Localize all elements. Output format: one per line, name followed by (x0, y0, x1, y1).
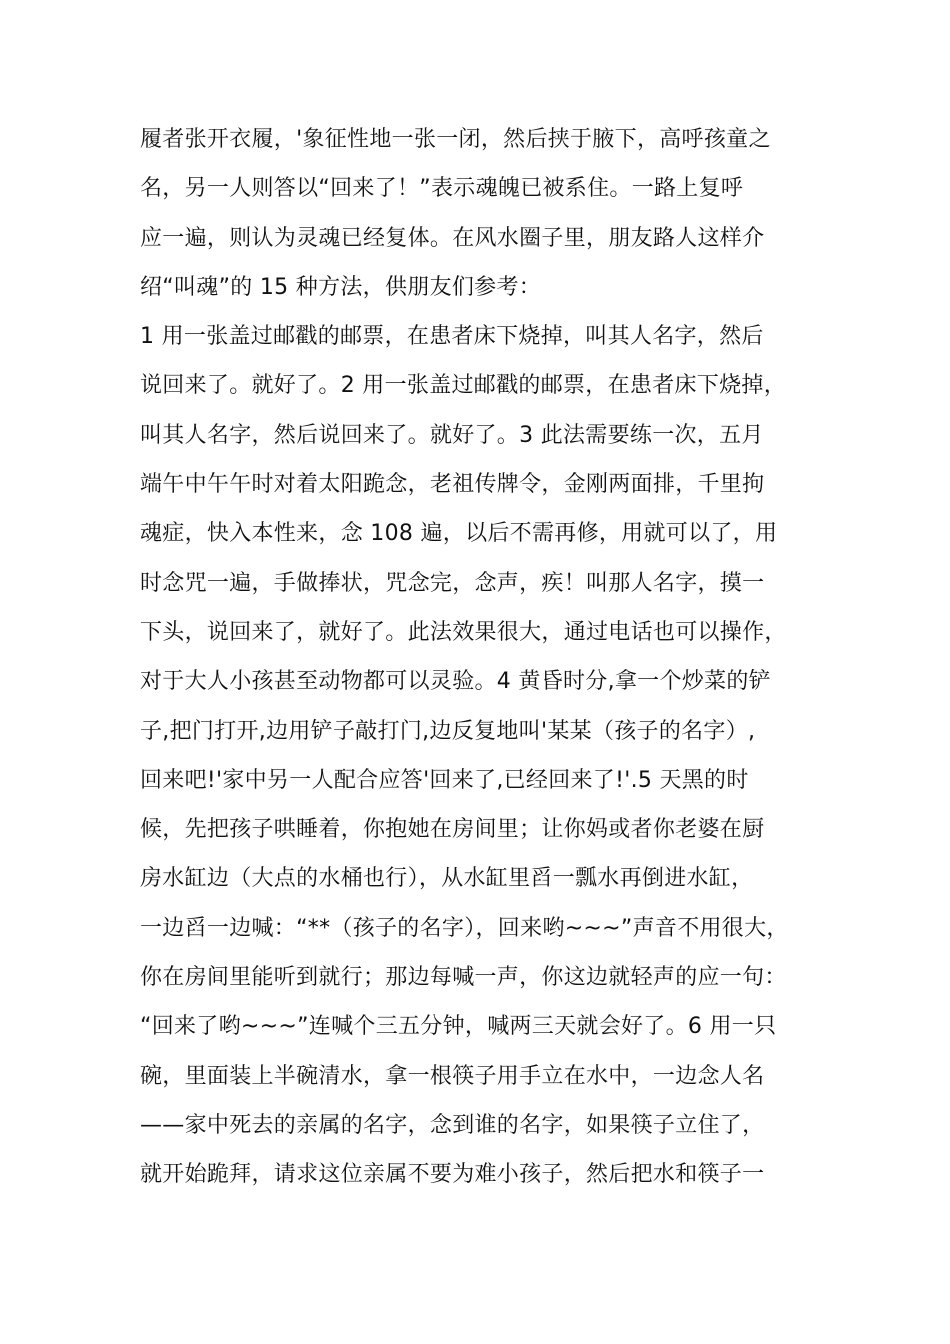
text-line: 绍“叫魂”的 15 种方法，供朋友们参考： (140, 274, 542, 300)
text-line: 候，先把孩子哄睡着，你抱她在房间里；让你妈或者你老婆在厨 (140, 817, 765, 843)
text-line: 房水缸边（大点的水桶也行），从水缸里舀一瓢水再倒进水缸， (140, 866, 754, 892)
text-line: 碗，里面装上半碗清水，拿一根筷子用手立在水中，一边念人名 (140, 1063, 765, 1089)
text-line: ——家中死去的亲属的名字，念到谁的名字，如果筷子立住了， (140, 1112, 765, 1138)
text-line: “回来了哟~~~”连喊个三五分钟，喊两三天就会好了。6 用一只 (140, 1014, 777, 1040)
text-line: 履者张开衣履，'象征性地一张一闭，然后挟于腋下，高呼孩童之 (140, 127, 771, 152)
text-line: 说回来了。就好了。2 用一张盖过邮戳的邮票，在患者床下烧掉， (140, 373, 786, 399)
text-line: 子,把门打开,边用铲子敲打门,边反复地叫'某某（孩子的名字）, (140, 718, 756, 744)
text-line: 你在房间里能听到就行；那边每喊一声，你这边就轻声的应一句： (140, 965, 787, 991)
body-text (140, 115, 830, 1200)
text-line: 端午中午午时对着太阳跪念，老祖传牌令，金刚两面排，千里拘 (140, 472, 765, 498)
text-line: 下头，说回来了，就好了。此法效果很大，通过电话也可以操作， (140, 619, 787, 645)
text-line: 叫其人名字，然后说回来了。就好了。3 此法需要练一次，五月 (140, 422, 764, 448)
text-line: 回来吧!'家中另一人配合应答'回来了,已经回来了!'.5 天黑的时 (140, 767, 749, 793)
text-line: 一边舀一边喊：“**（孩子的名字），回来哟~~~”声音不用很大， (140, 915, 789, 941)
text-line: 对于大人小孩甚至动物都可以灵验。4 黄昏时分,拿一个炒菜的铲 (140, 669, 771, 695)
text-line: 时念咒一遍，手做捧状，咒念完，念声，疾！叫那人名字，摸一 (140, 570, 765, 596)
text-line: 名，另一人则答以“回来了！”表示魂魄已被系住。一路上复呼 (140, 176, 744, 202)
text-line: 就开始跪拜，请求这位亲属不要为难小孩子，然后把水和筷子一 (140, 1162, 765, 1188)
text-line: 1 用一张盖过邮戳的邮票，在患者床下烧掉，叫其人名字，然后 (140, 324, 764, 350)
text-line: 魂症，快入本性来，念 108 遍，以后不需再修，用就可以了，用 (140, 521, 778, 547)
text-line: 应一遍，则认为灵魂已经复体。在风水圈子里，朋友路人这样介 (140, 225, 765, 251)
